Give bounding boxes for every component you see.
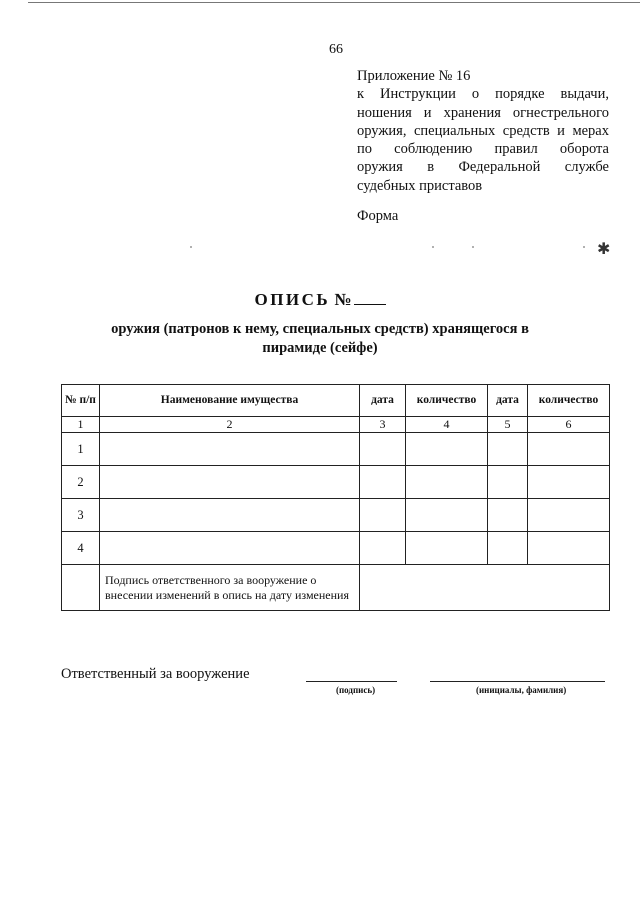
table-cell (488, 532, 528, 565)
scan-speck (432, 246, 434, 248)
column-header: дата (360, 385, 406, 417)
title-number-blank (354, 291, 386, 305)
row-number: 2 (62, 466, 100, 499)
row-number: 1 (62, 433, 100, 466)
table-cell (360, 466, 406, 499)
signature-cell (360, 565, 610, 611)
table-cell (360, 532, 406, 565)
table-row (62, 532, 610, 565)
appendix-line: к Инструкции о порядке выдачи, (357, 86, 609, 103)
table-cell (488, 466, 528, 499)
table-row (62, 466, 610, 499)
appendix-line: Приложение № 16 (357, 68, 471, 84)
table-cell (406, 532, 488, 565)
table-cell (528, 532, 610, 565)
name-hint: (инициалы, фамилия) (476, 685, 567, 695)
row-number: 3 (62, 499, 100, 532)
signature-hint: (подпись) (336, 685, 376, 695)
column-index: 5 (488, 417, 528, 433)
table-cell (100, 433, 360, 466)
page-number: 66 (329, 42, 343, 57)
table-cell (360, 433, 406, 466)
column-index: 6 (528, 417, 610, 433)
signature-row (62, 565, 610, 611)
responsible-label: Ответственный за вооружение (61, 666, 250, 682)
document-subtitle: оружия (патронов к нему, специальных средств) хранящегося в пирамиде (сейфе) (111, 321, 529, 356)
appendix-block (357, 67, 609, 195)
column-index: 4 (406, 417, 488, 433)
name-line (430, 681, 605, 682)
table-cell (488, 433, 528, 466)
appendix-line: оружия, специальных средств и мерах (357, 122, 609, 139)
table-cell (406, 499, 488, 532)
column-index-row (62, 417, 610, 433)
table-cell (528, 466, 610, 499)
table-row (62, 499, 610, 532)
document-title (0, 290, 640, 310)
column-header: дата (488, 385, 528, 417)
table-cell (100, 499, 360, 532)
table-cell (406, 466, 488, 499)
table-cell (100, 532, 360, 565)
appendix-line: оружия в Федеральной службе (357, 159, 609, 176)
row-number: 4 (62, 532, 100, 565)
table-row (62, 433, 610, 466)
appendix-line: ношения и хранения огнестрельного (357, 104, 609, 121)
signature-row-label: Подпись ответственного за вооружение о внесении изменений в опись на дату изменения (100, 565, 360, 611)
top-rule (28, 2, 640, 3)
table-cell (100, 466, 360, 499)
column-header: количество (528, 385, 610, 417)
column-index: 1 (62, 417, 100, 433)
column-header: № п/п (62, 385, 100, 417)
table-cell (406, 433, 488, 466)
signature-line (306, 681, 397, 682)
table-cell (528, 433, 610, 466)
appendix-line: по соблюдению правил оборота (357, 141, 609, 158)
scan-speck (583, 246, 585, 248)
form-label: Форма (357, 208, 399, 224)
table-cell (62, 565, 100, 611)
column-header: Наименование имущества (100, 385, 360, 417)
title-text: ОПИСЬ (254, 290, 331, 309)
scan-speck (190, 246, 192, 248)
column-index: 2 (100, 417, 360, 433)
appendix-line: судебных приставов (357, 177, 483, 194)
title-number-sign: № (334, 290, 352, 309)
inventory-table (61, 384, 610, 611)
stamp-mark-icon: ✱ (597, 241, 611, 258)
table-cell (528, 499, 610, 532)
column-index: 3 (360, 417, 406, 433)
table-header-row (62, 385, 610, 417)
column-header: количество (406, 385, 488, 417)
table-cell (360, 499, 406, 532)
table-cell (488, 499, 528, 532)
scan-speck (472, 246, 474, 248)
